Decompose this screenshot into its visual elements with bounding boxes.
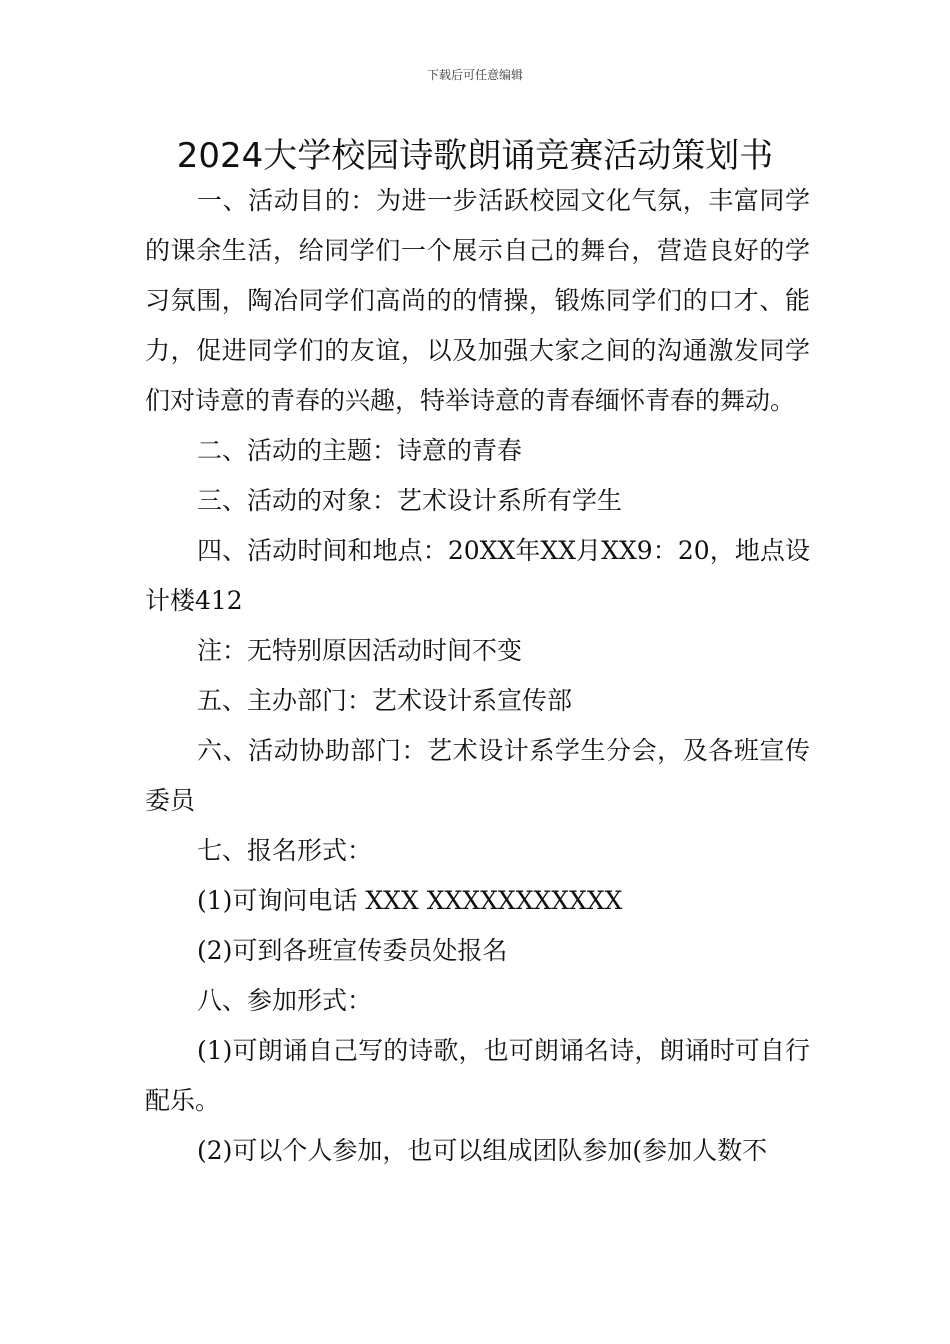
document-title: 2024大学校园诗歌朗诵竞赛活动策划书 bbox=[176, 136, 774, 176]
paragraph-time-place: 四、活动时间和地点：20XX年XX月XX9：20，地点设计楼412 bbox=[145, 536, 810, 615]
paragraph-purpose: 一、活动目的：为进一步活跃校园文化气氛，丰富同学的课余生活，给同学们一个展示自己的舞台，营造良好的学习氛围，陶冶同学们高尚的的情操，锻炼同学们的口才、能力，促进同学们的友谊，以及加强大家之间的沟通激发同学们对诗意的青春的兴趣，特举诗意的青春缅怀青春的舞动。 bbox=[145, 186, 810, 415]
paragraph-participation-poem: (1)可朗诵自己写的诗歌，也可朗诵名诗，朗诵时可自行配乐。 bbox=[145, 1036, 810, 1115]
document-body bbox=[145, 176, 810, 1176]
paragraph-participation: 八、参加形式： bbox=[197, 986, 373, 1015]
paragraph-note: 注：无特别原因活动时间不变 bbox=[197, 636, 523, 665]
paragraph-co-organizer: 六、活动协助部门：艺术设计系学生分会，及各班宣传委员 bbox=[145, 736, 810, 815]
paragraph-participation-team: (2)可以个人参加，也可以组成团队参加(参加人数不 bbox=[197, 1136, 768, 1165]
paragraph-registration-phone: (1)可询问电话 XXX XXXXXXXXXXX bbox=[197, 886, 623, 915]
paragraph-audience: 三、活动的对象：艺术设计系所有学生 bbox=[197, 486, 623, 515]
paragraph-theme: 二、活动的主题：诗意的青春 bbox=[197, 436, 523, 465]
paragraph-registration-class: (2)可到各班宣传委员处报名 bbox=[197, 936, 508, 965]
paragraph-registration: 七、报名形式： bbox=[197, 836, 373, 865]
header-note: 下载后可任意编辑 bbox=[426, 68, 523, 82]
paragraph-organizer: 五、主办部门：艺术设计系宣传部 bbox=[197, 686, 573, 715]
